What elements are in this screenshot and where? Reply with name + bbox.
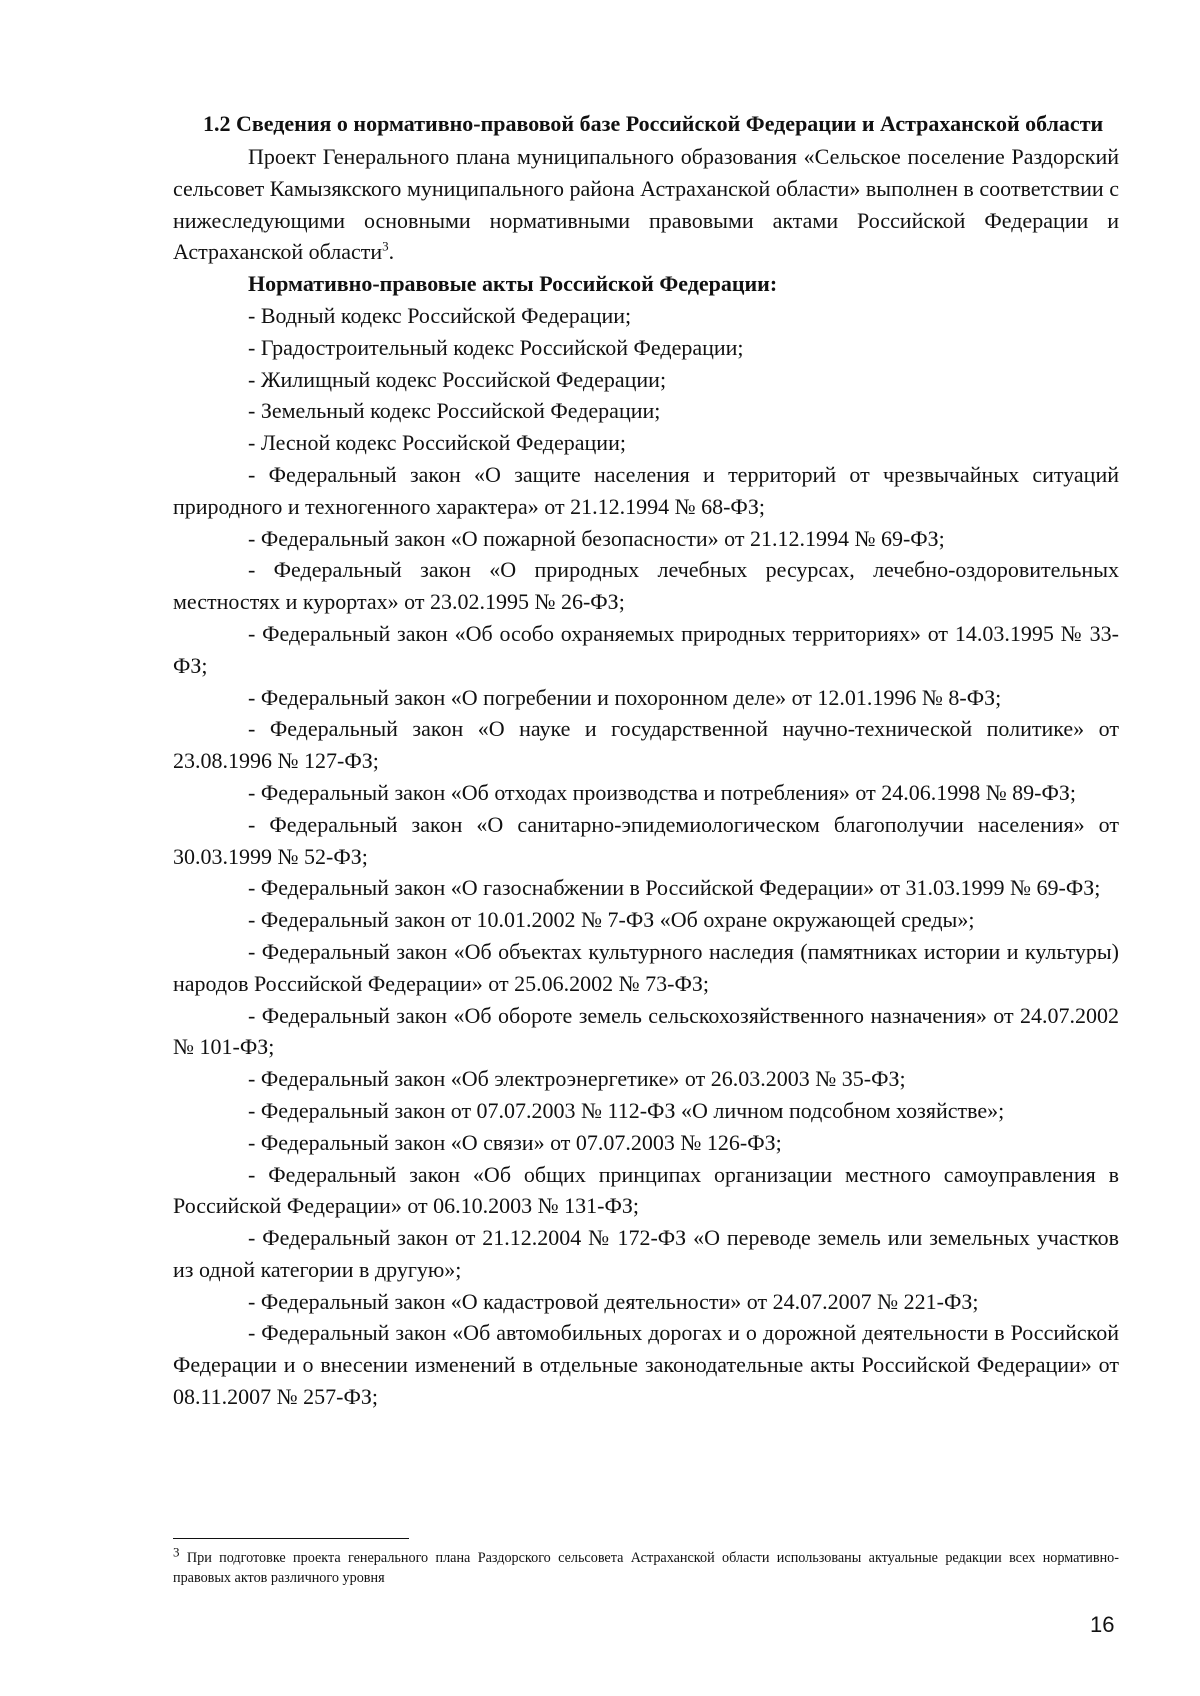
- law-list-item: - Федеральный закон от 07.07.2003 № 112-ФЗ «О личном подсобном хозяйстве»;: [248, 1097, 1005, 1123]
- intro-text: Проект Генерального плана муниципального образования «Сельское поселение Раздорский сельсовет Камызякского муниципального района Астраханской области» выполнен в соответствии с нижеследующими основными нормативными правовыми актами Российской Федерации и Астраханской области: [173, 144, 1119, 265]
- section-heading: 1.2 Сведения о нормативно-правовой базе Российской Федерации и Астраханской области: [203, 111, 1104, 136]
- law-list-item: - Лесной кодекс Российской Федерации;: [248, 430, 626, 456]
- law-list-item: - Градостроительный кодекс Российской Федерации;: [248, 334, 744, 360]
- law-list-item: - Земельный кодекс Российской Федерации;: [248, 398, 661, 424]
- law-list-item: - Федеральный закон «О науке и государственной научно-технической политике» от 23.08.1996 № 127-ФЗ;: [173, 716, 1119, 774]
- document-page: [173, 108, 1119, 1413]
- footnote-separator: [173, 1538, 409, 1539]
- law-list: [173, 300, 1119, 1413]
- footnote-reference[interactable]: 3: [382, 239, 389, 255]
- intro-paragraph: [173, 141, 1119, 268]
- law-list-item: - Федеральный закон «О защите населения и территорий от чрезвычайных ситуаций природного и техногенного характера» от 21.12.1994 № 68-ФЗ;: [173, 461, 1119, 519]
- intro-end: .: [388, 239, 395, 265]
- law-list-item: - Федеральный закон «Об общих принципах организации местного самоуправления в Российской Федерации» от 06.10.2003 № 131-ФЗ;: [173, 1161, 1119, 1219]
- footnote-text: При подготовке проекта генерального плана Раздорского сельсовета Астраханской области использованы актуальные редакции всех нормативно-правовых актов различного уровня: [173, 1550, 1119, 1586]
- law-list-item: - Федеральный закон «Об особо охраняемых природных территориях» от 14.03.1995 № 33-ФЗ;: [173, 620, 1119, 678]
- law-list-item: - Жилищный кодекс Российской Федерации;: [248, 366, 667, 392]
- footnote-number: 3: [173, 1544, 180, 1560]
- law-list-item: - Федеральный закон «О газоснабжении в Российской Федерации» от 31.03.1999 № 69-ФЗ;: [248, 875, 1101, 901]
- law-list-item: - Федеральный закон «Об электроэнергетике» от 26.03.2003 № 35-ФЗ;: [248, 1066, 906, 1092]
- law-list-item: - Федеральный закон «О природных лечебных ресурсах, лечебно-оздоровительных местностях и курортах» от 23.02.1995 № 26-ФЗ;: [173, 557, 1119, 615]
- law-list-item: - Федеральный закон от 21.12.2004 № 172-ФЗ «О переводе земель или земельных участков из одной категории в другую»;: [173, 1225, 1119, 1282]
- footnote: [173, 1544, 1119, 1588]
- law-list-item: - Федеральный закон «Об обороте земель сельскохозяйственного назначения» от 24.07.2002 № 101-ФЗ;: [173, 1002, 1119, 1060]
- law-list-item: - Федеральный закон «О санитарно-эпидемиологическом благополучии населения» от 30.03.1999 № 52-ФЗ;: [173, 811, 1119, 869]
- law-list-item: - Водный кодекс Российской Федерации;: [248, 302, 632, 328]
- subsection-heading: Нормативно-правовые акты Российской Федерации:: [248, 271, 778, 297]
- law-list-item: - Федеральный закон «Об отходах производства и потребления» от 24.06.1998 № 89-ФЗ;: [248, 779, 1077, 805]
- law-list-item: - Федеральный закон «О пожарной безопасности» от 21.12.1994 № 69-ФЗ;: [248, 525, 945, 551]
- law-list-item: - Федеральный закон «О кадастровой деятельности» от 24.07.2007 № 221-ФЗ;: [248, 1288, 979, 1314]
- law-list-item: - Федеральный закон «Об автомобильных дорогах и о дорожной деятельности в Российской Федерации и о внесении изменений в отдельные законодательные акты Российской Федерации» от 08.11.2007 № 257-ФЗ;: [173, 1320, 1119, 1410]
- law-list-item: - Федеральный закон «О связи» от 07.07.2003 № 126-ФЗ;: [248, 1129, 782, 1155]
- law-list-item: - Федеральный закон от 10.01.2002 № 7-ФЗ «Об охране окружающей среды»;: [248, 907, 975, 933]
- page-number: 16: [1090, 1612, 1115, 1637]
- law-list-item: - Федеральный закон «О погребении и похоронном деле» от 12.01.1996 № 8-ФЗ;: [248, 684, 1002, 710]
- law-list-item: - Федеральный закон «Об объектах культурного наследия (памятниках истории и культуры) народов Российской Федерации» от 25.06.2002 № 73-ФЗ;: [173, 938, 1119, 996]
